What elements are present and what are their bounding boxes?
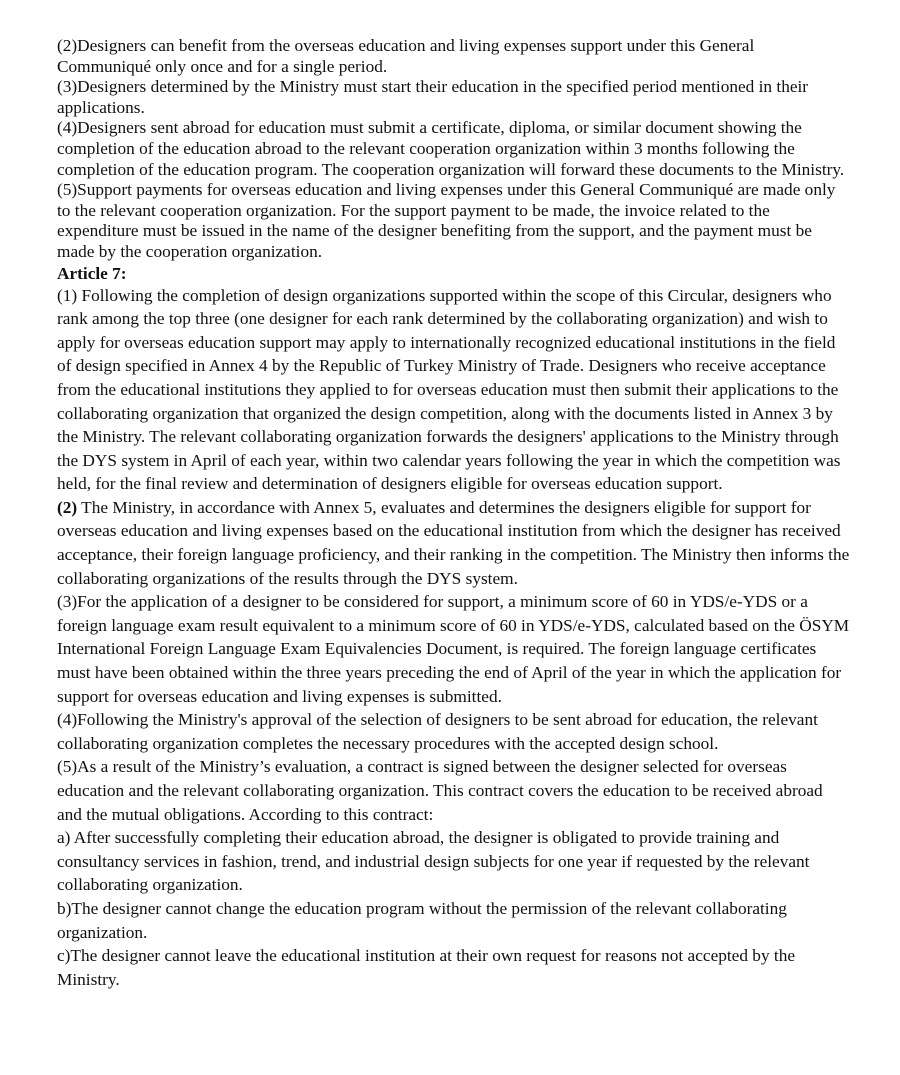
paragraph-4: (4)Designers sent abroad for education must submit a certificate, diploma, or similar document showing the completion of the education abroad to the relevant cooperation organization within 3 months following the completion of the education program. The cooperation organization will forward these documents to the Ministry. [57, 118, 845, 179]
paragraph-2: (2)Designers can benefit from the overseas education and living expenses support under this General Communiqué only once and for a single period. [57, 36, 755, 76]
contract-item-a: a) After successfully completing their education abroad, the designer is obligated to provide training and consultancy services in fashion, trend, and industrial design subjects for one year if requested by the relevant collaborating organization. [57, 828, 810, 895]
article-7-paragraph-2 [57, 496, 850, 590]
article-7-body [57, 284, 850, 992]
article-7-paragraph-4: (4)Following the Ministry's approval of the selection of designers to be sent abroad for education, the relevant collaborating organization completes the necessary procedures with the accepted design school. [57, 710, 818, 753]
paragraph-3: (3)Designers determined by the Ministry must start their education in the specified period mentioned in their applications. [57, 77, 809, 117]
paragraph-5: (5)Support payments for overseas education and living expenses under this General Communiqué are made only to the relevant cooperation organization. For the support payment to be made, the invoice related to the expenditure must be issued in the name of the designer benefiting from the support, and the payment must be made by the cooperation organization. [57, 180, 836, 261]
article-7-paragraph-1: (1) Following the completion of design organizations supported within the scope of this Circular, designers who rank among the top three (one designer for each rank determined by the collaborating organization) and wish to apply for overseas education support may apply to internationally recognized educational institutions in the field of design specified in Annex 4 by the Republic of Turkey Ministry of Trade. Designers who receive acceptance from the educational institutions they applied to for overseas education must then submit their applications to the collaborating organization that organized the design competition, along with the documents listed in Annex 3 by the Ministry. The relevant collaborating organization forwards the designers' applications to the Ministry through the DYS system in April of each year, within two calendar years following the year in which the competition was held, for the final review and determination of designers eligible for overseas education support. [57, 285, 841, 494]
contract-item-c: c)The designer cannot leave the educational institution at their own request for reasons not accepted by the Ministry. [57, 946, 796, 989]
top-section [57, 36, 850, 263]
article-7-paragraph-3: (3)For the application of a designer to be considered for support, a minimum score of 60 in YDS/e-YDS or a foreign language exam result equivalent to a minimum score of 60 in YDS/e-YDS, calculated based on the ÖSYM International Foreign Language Exam Equivalencies Document, is required. The foreign language certificates must have been obtained within the three years preceding the end of April of the year in which the application for support for overseas education and living expenses is submitted. [57, 592, 850, 706]
paragraph-number: (2) [57, 497, 78, 517]
article-7-heading: Article 7: [57, 263, 127, 283]
article-7-paragraph-2-text: The Ministry, in accordance with Annex 5, evaluates and determines the designers eligible for support for overseas education and living expenses based on the educational institution from which the designer has received acceptance, their foreign language proficiency, and their ranking in the competition. The Ministry then informs the collaborating organizations of the results through the DYS system. [57, 497, 850, 588]
contract-item-b: b)The designer cannot change the education program without the permission of the relevant collaborating organization. [57, 898, 787, 942]
article-7-paragraph-5: (5)As a result of the Ministry’s evaluation, a contract is signed between the designer selected for overseas education and the relevant collaborating organization. This contract covers the education to be received abroad and the mutual obligations. According to this contract: [57, 757, 823, 824]
